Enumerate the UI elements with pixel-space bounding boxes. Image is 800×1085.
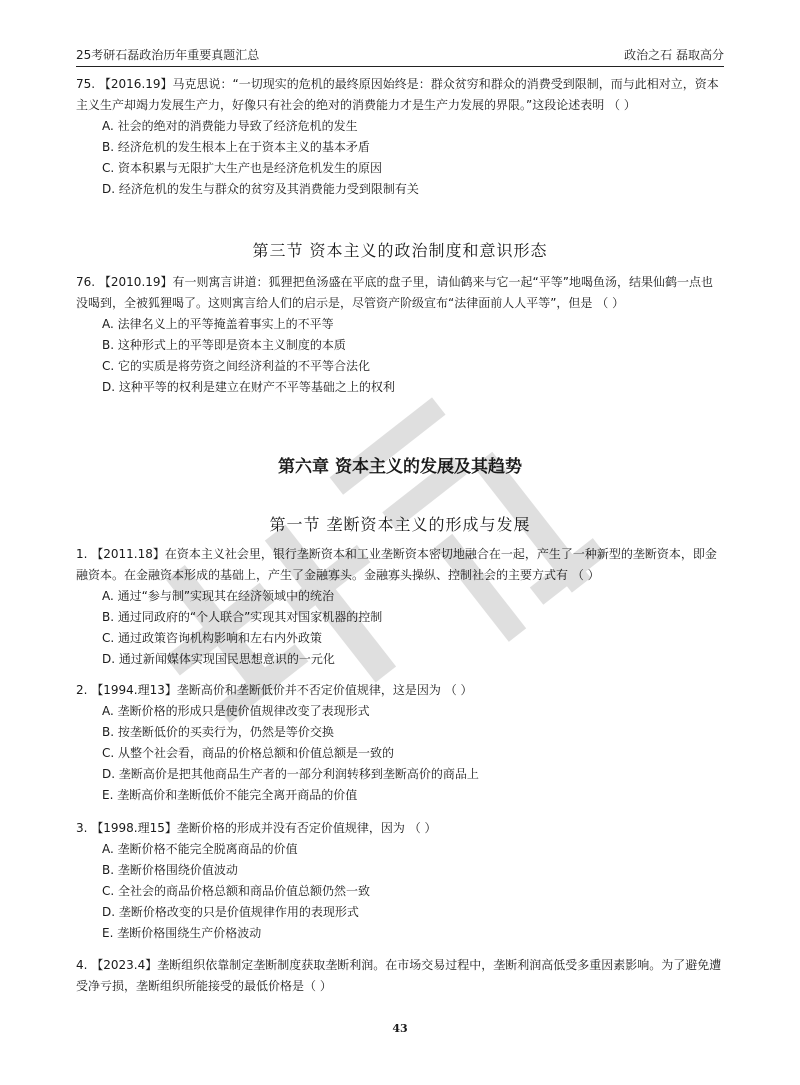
question-76-option-d: D. 这种平等的权利是建立在财产不平等基础之上的权利 — [102, 380, 395, 394]
question-75-option-c: C. 资本积累与无限扩大生产也是经济危机发生的原因 — [102, 161, 383, 175]
question-1-line-2: 融资本。在金融资本形成的基础上，产生了金融寡头。金融寡头操纵、控制社会的主要方式有 （ ） — [76, 568, 600, 582]
question-76-option-a: A. 法律名义上的平等掩盖着事实上的不平等 — [102, 317, 334, 331]
question-3-line-1: 3. 【1998.理15】垄断价格的形成并没有否定价值规律，因为 （ ） — [76, 821, 437, 835]
question-1-option-c: C. 通过政策咨询机构影响和左右内外政策 — [102, 631, 323, 645]
question-2-option-c: C. 从整个社会看，商品的价格总额和价值总额是一致的 — [102, 746, 395, 760]
page-number: 43 — [392, 1022, 408, 1035]
question-2-option-e: E. 垄断高价和垄断低价不能完全离开商品的价值 — [102, 788, 358, 802]
header-title: 25考研石磊政治历年重要真题汇总 — [76, 48, 260, 62]
question-75-option-b: B. 经济危机的发生根本上在于资本主义的基本矛盾 — [102, 140, 370, 154]
question-76 — [76, 272, 726, 398]
question-1-line-1: 1. 【2011.18】在资本主义社会里，银行垄断资本和工业垄断资本密切地融合在一起，产生了一种新型的垄断资本，即金 — [76, 547, 717, 561]
question-76-option-c: C. 它的实质是将劳资之间经济利益的不平等合法化 — [102, 359, 371, 373]
question-1-option-d: D. 通过新闻媒体实现国民思想意识的一元化 — [102, 652, 335, 666]
question-4-line-1: 4. 【2023.4】垄断组织依靠制定垄断制度获取垄断利润。在市场交易过程中，垄断利润高低受多重因素影响。为了避免遭 — [76, 958, 722, 972]
question-3-option-a: A. 垄断价格不能完全脱离商品的价值 — [102, 842, 298, 856]
section-1-title: 第一节 垄断资本主义的形成与发展 — [269, 515, 531, 534]
question-76-option-b: B. 这种形式上的平等即是资本主义制度的本质 — [102, 338, 346, 352]
question-4 — [76, 955, 726, 997]
page-header — [76, 42, 724, 67]
section-3-title: 第三节 资本主义的政治制度和意识形态 — [252, 241, 548, 260]
question-75-line-1: 75. 【2016.19】马克思说：“一切现实的危机的最终原因始终是：群众贫穷和群众的消费受到限制，而与此相对立，资本 — [76, 77, 719, 91]
question-2-option-b: B. 按垄断低价的买卖行为，仍然是等价交换 — [102, 725, 334, 739]
question-1-option-b: B. 通过同政府的“个人联合”实现其对国家机器的控制 — [102, 610, 383, 624]
question-2-line-1: 2. 【1994.理13】垄断高价和垄断低价并不否定价值规律，这是因为 （ ） — [76, 683, 473, 697]
question-2-option-d: D. 垄断高价是把其他商品生产者的一部分利润转移到垄断高价的商品上 — [102, 767, 479, 781]
question-1 — [76, 544, 726, 670]
question-3-option-d: D. 垄断价格改变的只是价值规律作用的表现形式 — [102, 905, 359, 919]
question-75-line-2: 主义生产却竭力发展生产力，好像只有社会的绝对的消费能力才是生产力发展的界限。”这段论述表明 （ ） — [76, 98, 636, 112]
question-2 — [76, 680, 726, 806]
question-2-option-a: A. 垄断价格的形成只是使价值规律改变了表现形式 — [102, 704, 370, 718]
question-3 — [76, 818, 726, 944]
question-3-option-c: C. 全社会的商品价格总额和商品价值总额仍然一致 — [102, 884, 371, 898]
question-76-line-1: 76. 【2010.19】有一则寓言讲道：狐狸把鱼汤盛在平底的盘子里，请仙鹤来与它一起“平等”地喝鱼汤，结果仙鹤一点也 — [76, 275, 713, 289]
question-4-line-2: 受净亏损，垄断组织所能接受的最低价格是（ ） — [76, 979, 332, 993]
header-slogan: 政治之石 磊取高分 — [624, 48, 724, 62]
question-75-option-d: D. 经济危机的发生与群众的贫穷及其消费能力受到限制有关 — [102, 182, 419, 196]
question-3-option-e: E. 垄断价格围绕生产价格波动 — [102, 926, 262, 940]
question-76-line-2: 没喝到，全被狐狸喝了。这则寓言给人们的启示是，尽管资产阶级宣布“法律面前人人平等”，但是 （ ） — [76, 296, 625, 310]
chapter-6-title: 第六章 资本主义的发展及其趋势 — [278, 457, 522, 477]
question-3-option-b: B. 垄断价格围绕价值波动 — [102, 863, 238, 877]
question-1-option-a: A. 通过“参与制”实现其在经济领域中的统治 — [102, 589, 335, 603]
question-75 — [76, 74, 726, 200]
question-75-option-a: A. 社会的绝对的消费能力导致了经济危机的发生 — [102, 119, 358, 133]
